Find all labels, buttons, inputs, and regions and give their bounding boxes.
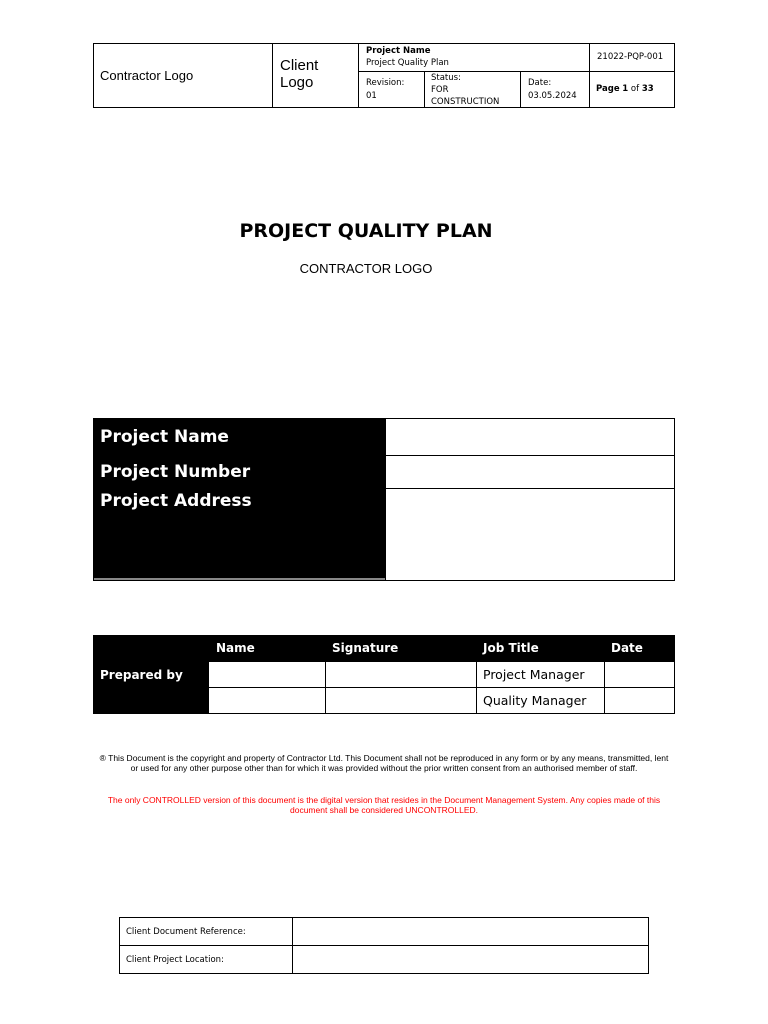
document-number-text: 21022-PQP-001 [597, 52, 664, 62]
column-header-name: Name [216, 641, 255, 655]
header-project-name-cell [359, 44, 590, 72]
client-location-field[interactable] [294, 946, 648, 974]
approved-job-title-cell [477, 688, 605, 714]
copyright-notice: ® This Document is the copyright and property of Contractor Ltd. This Document shall not be reproduced in any form or by any means, transmitted, lent or used for any other purpose other than for which it was provided without the prior written consent from an authorised member of staff. [99, 753, 669, 773]
client-location-row [120, 946, 648, 974]
client-doc-ref-row [120, 918, 648, 946]
project-info-labels [94, 419, 385, 580]
page-total: 33 [641, 84, 654, 94]
prepared-by-table [93, 635, 675, 715]
page-word: Page [596, 84, 620, 94]
date-cell [521, 72, 590, 107]
approved-name-cell[interactable] [209, 688, 326, 714]
project-number-label: Project Number [100, 462, 251, 482]
revision-cell [359, 72, 425, 107]
date-value: 03.05.2024 [528, 91, 577, 101]
client-logo-line1: Client [280, 57, 319, 74]
header-project-name-value: Project Quality Plan [366, 58, 449, 68]
column-header-date: Date [611, 641, 643, 655]
status-label: Status: [431, 73, 461, 83]
prepared-signature-cell[interactable] [326, 662, 477, 688]
revision-label: Revision: [366, 78, 405, 88]
status-value-line1: FOR [431, 85, 449, 95]
page-current: 1 [622, 84, 629, 94]
contractor-logo [94, 44, 273, 107]
page-number-cell [590, 72, 674, 107]
project-name-label: Project Name [100, 427, 229, 447]
date-label: Date: [528, 78, 552, 88]
project-number-field[interactable] [385, 456, 674, 489]
controlled-copy-notice: The only CONTROLLED version of this document is the digital version that resides in the Document Management System. Any copies made of this document shall be considered UNCONTROLLED. [107, 795, 661, 815]
client-doc-ref-label: Client Document Reference: [120, 918, 293, 945]
project-name-field[interactable] [385, 419, 674, 456]
document-number [590, 44, 674, 72]
client-logo-line2: Logo [280, 74, 314, 91]
project-address-label: Project Address [100, 491, 252, 511]
revision-value: 01 [366, 91, 377, 101]
prepared-date-cell[interactable] [605, 662, 675, 688]
prepared-by-label: Prepared by [100, 668, 183, 682]
status-cell [425, 72, 521, 107]
project-address-field[interactable] [385, 489, 674, 580]
status-value-line2: CONSTRUCTION [431, 97, 500, 107]
page-title: PROJECT QUALITY PLAN [239, 220, 493, 242]
page-of: of [630, 84, 640, 94]
approved-signature-cell[interactable] [326, 688, 477, 714]
column-header-signature: Signature [332, 641, 399, 655]
page-subtitle: CONTRACTOR LOGO [299, 261, 433, 276]
job-title-quality-manager: Quality Manager [483, 693, 587, 708]
header-project-name-label: Project Name [366, 46, 431, 56]
prepared-name-cell[interactable] [209, 662, 326, 688]
contractor-logo-text: Contractor Logo [100, 68, 194, 83]
client-reference-table [119, 917, 649, 974]
client-doc-ref-field[interactable] [294, 918, 648, 945]
prepared-job-title-cell [477, 662, 605, 688]
project-info-table [93, 418, 675, 581]
document-header [93, 43, 675, 108]
client-logo [273, 44, 359, 107]
client-location-label: Client Project Location: [120, 946, 293, 974]
job-title-project-manager: Project Manager [483, 667, 585, 682]
column-header-job-title: Job Title [483, 641, 539, 655]
approved-date-cell[interactable] [605, 688, 675, 714]
